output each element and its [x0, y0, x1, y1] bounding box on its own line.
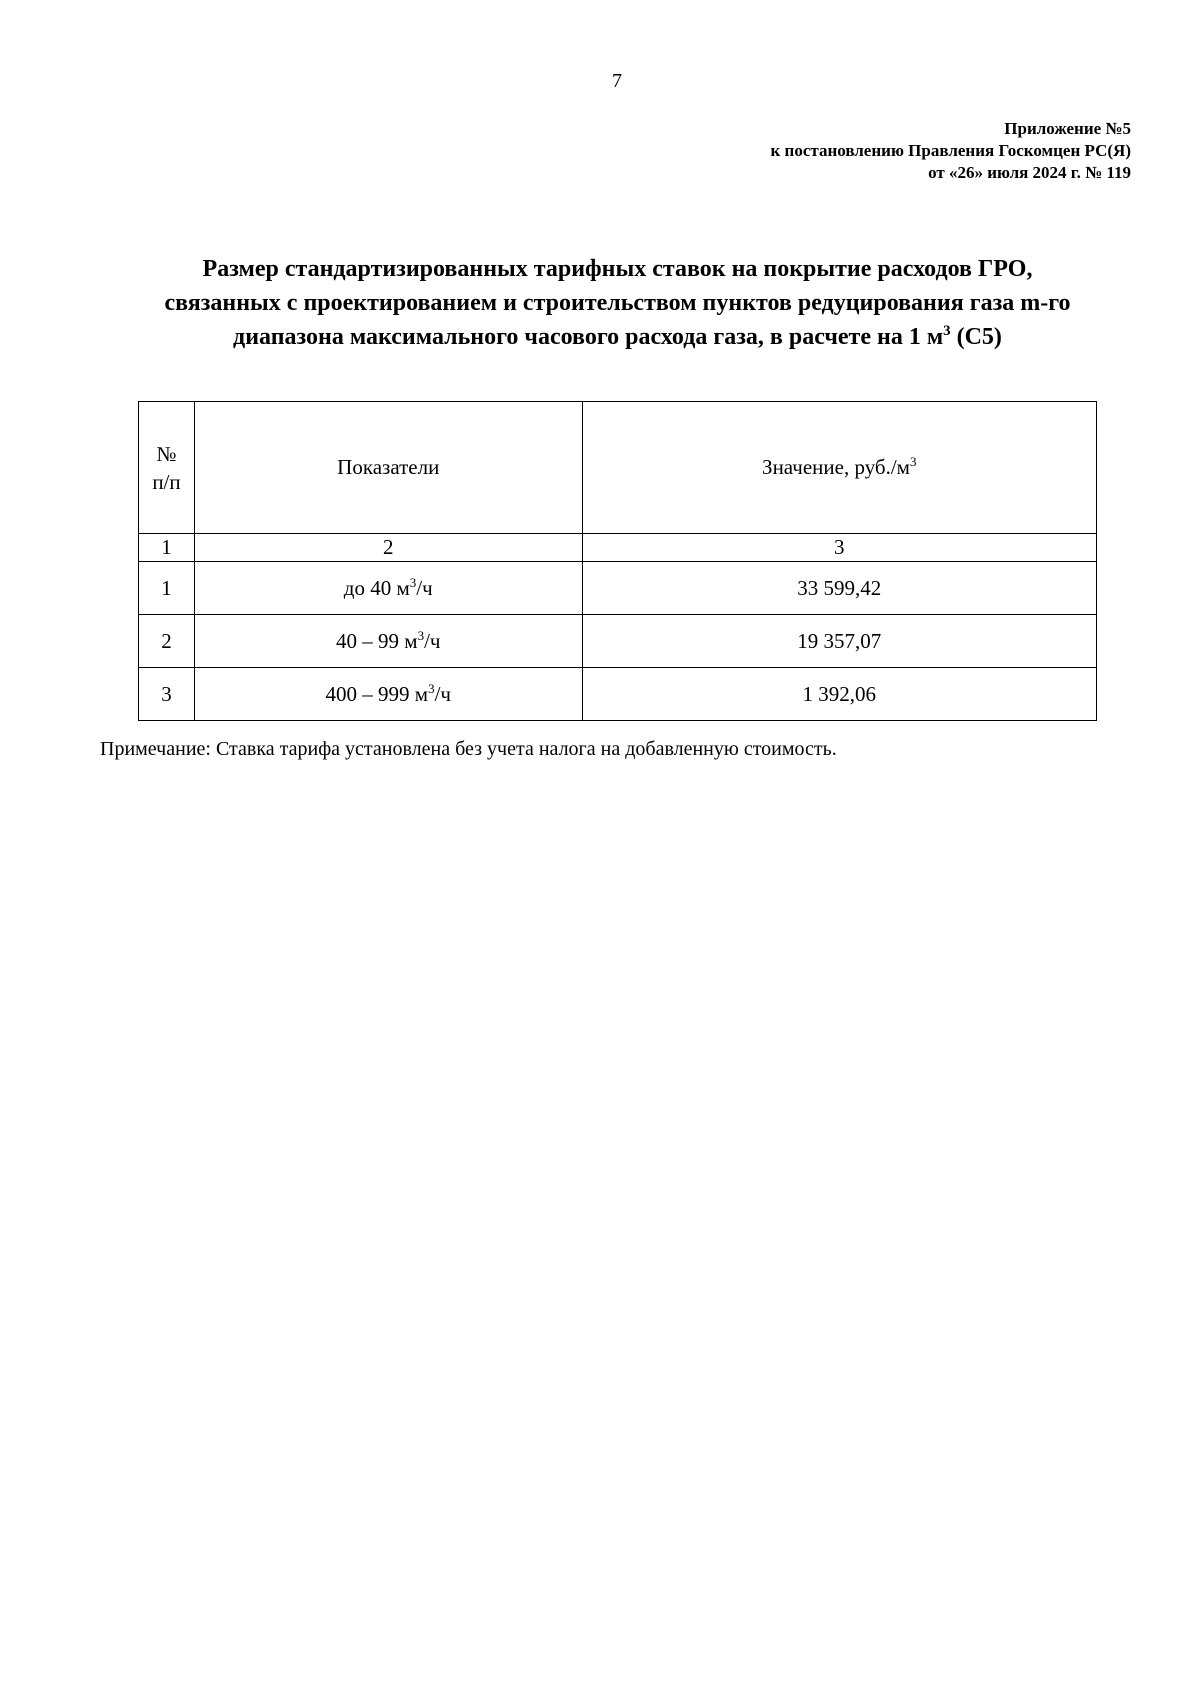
tariff-table [138, 401, 1097, 721]
row-indicator-superscript: 3 [409, 574, 417, 590]
appendix-header [431, 118, 1131, 184]
row-indicator-text: до 40 м [343, 575, 410, 600]
header-num [139, 402, 195, 534]
table-index-row [139, 534, 1097, 562]
row-indicator [194, 668, 582, 721]
header-indicator: Показатели [194, 402, 582, 534]
row-indicator-text: 40 – 99 м [336, 628, 418, 653]
row-value: 19 357,07 [582, 615, 1096, 668]
row-indicator-suffix: /ч [434, 681, 451, 706]
table-row [139, 562, 1097, 615]
row-value: 1 392,06 [582, 668, 1096, 721]
row-num: 2 [139, 615, 195, 668]
row-indicator [194, 615, 582, 668]
row-value: 33 599,42 [582, 562, 1096, 615]
row-indicator-suffix: /ч [424, 628, 441, 653]
table-note: Примечание: Ставка тарифа установлена без учета налога на добавленную стоимость. [100, 738, 837, 760]
title-line-3-suffix: (С5) [950, 324, 1002, 350]
page-number: 7 [612, 70, 622, 92]
header-value-superscript: 3 [909, 454, 917, 469]
row-indicator [194, 562, 582, 615]
row-num: 1 [139, 562, 195, 615]
row-indicator-text: 400 – 999 м [325, 681, 429, 706]
row-indicator-superscript: 3 [428, 680, 435, 696]
title-superscript: 3 [943, 323, 951, 339]
table-header-row [139, 402, 1097, 534]
row-indicator-suffix: /ч [416, 575, 433, 600]
header-num-label: п/п [152, 469, 181, 494]
title-line-2: связанных с проектированием и строительством пунктов редуцирования газа m-го [164, 290, 1071, 316]
header-value-text: Значение, руб./м [762, 455, 910, 479]
row-num: 3 [139, 668, 195, 721]
document-title [80, 252, 1155, 354]
title-line-3-text: диапазона максимального часового расхода газа, в расчете на 1 м [233, 324, 944, 350]
index-cell-2: 2 [194, 534, 582, 562]
index-cell-1: 1 [139, 534, 195, 562]
appendix-resolution: к постановлению Правления Госкомцен РС(Я) [770, 141, 1131, 160]
appendix-title: Приложение №5 [1004, 119, 1131, 138]
appendix-date: от «26» июля 2024 г. № 119 [928, 163, 1131, 182]
title-line-3 [80, 320, 1155, 354]
table-row [139, 615, 1097, 668]
index-cell-3: 3 [582, 534, 1096, 562]
header-num-symbol: № [156, 441, 177, 466]
header-value [582, 402, 1096, 534]
title-line-1: Размер стандартизированных тарифных ставок на покрытие расходов ГРО, [202, 256, 1033, 282]
row-indicator-superscript: 3 [417, 627, 425, 643]
table-row [139, 668, 1097, 721]
